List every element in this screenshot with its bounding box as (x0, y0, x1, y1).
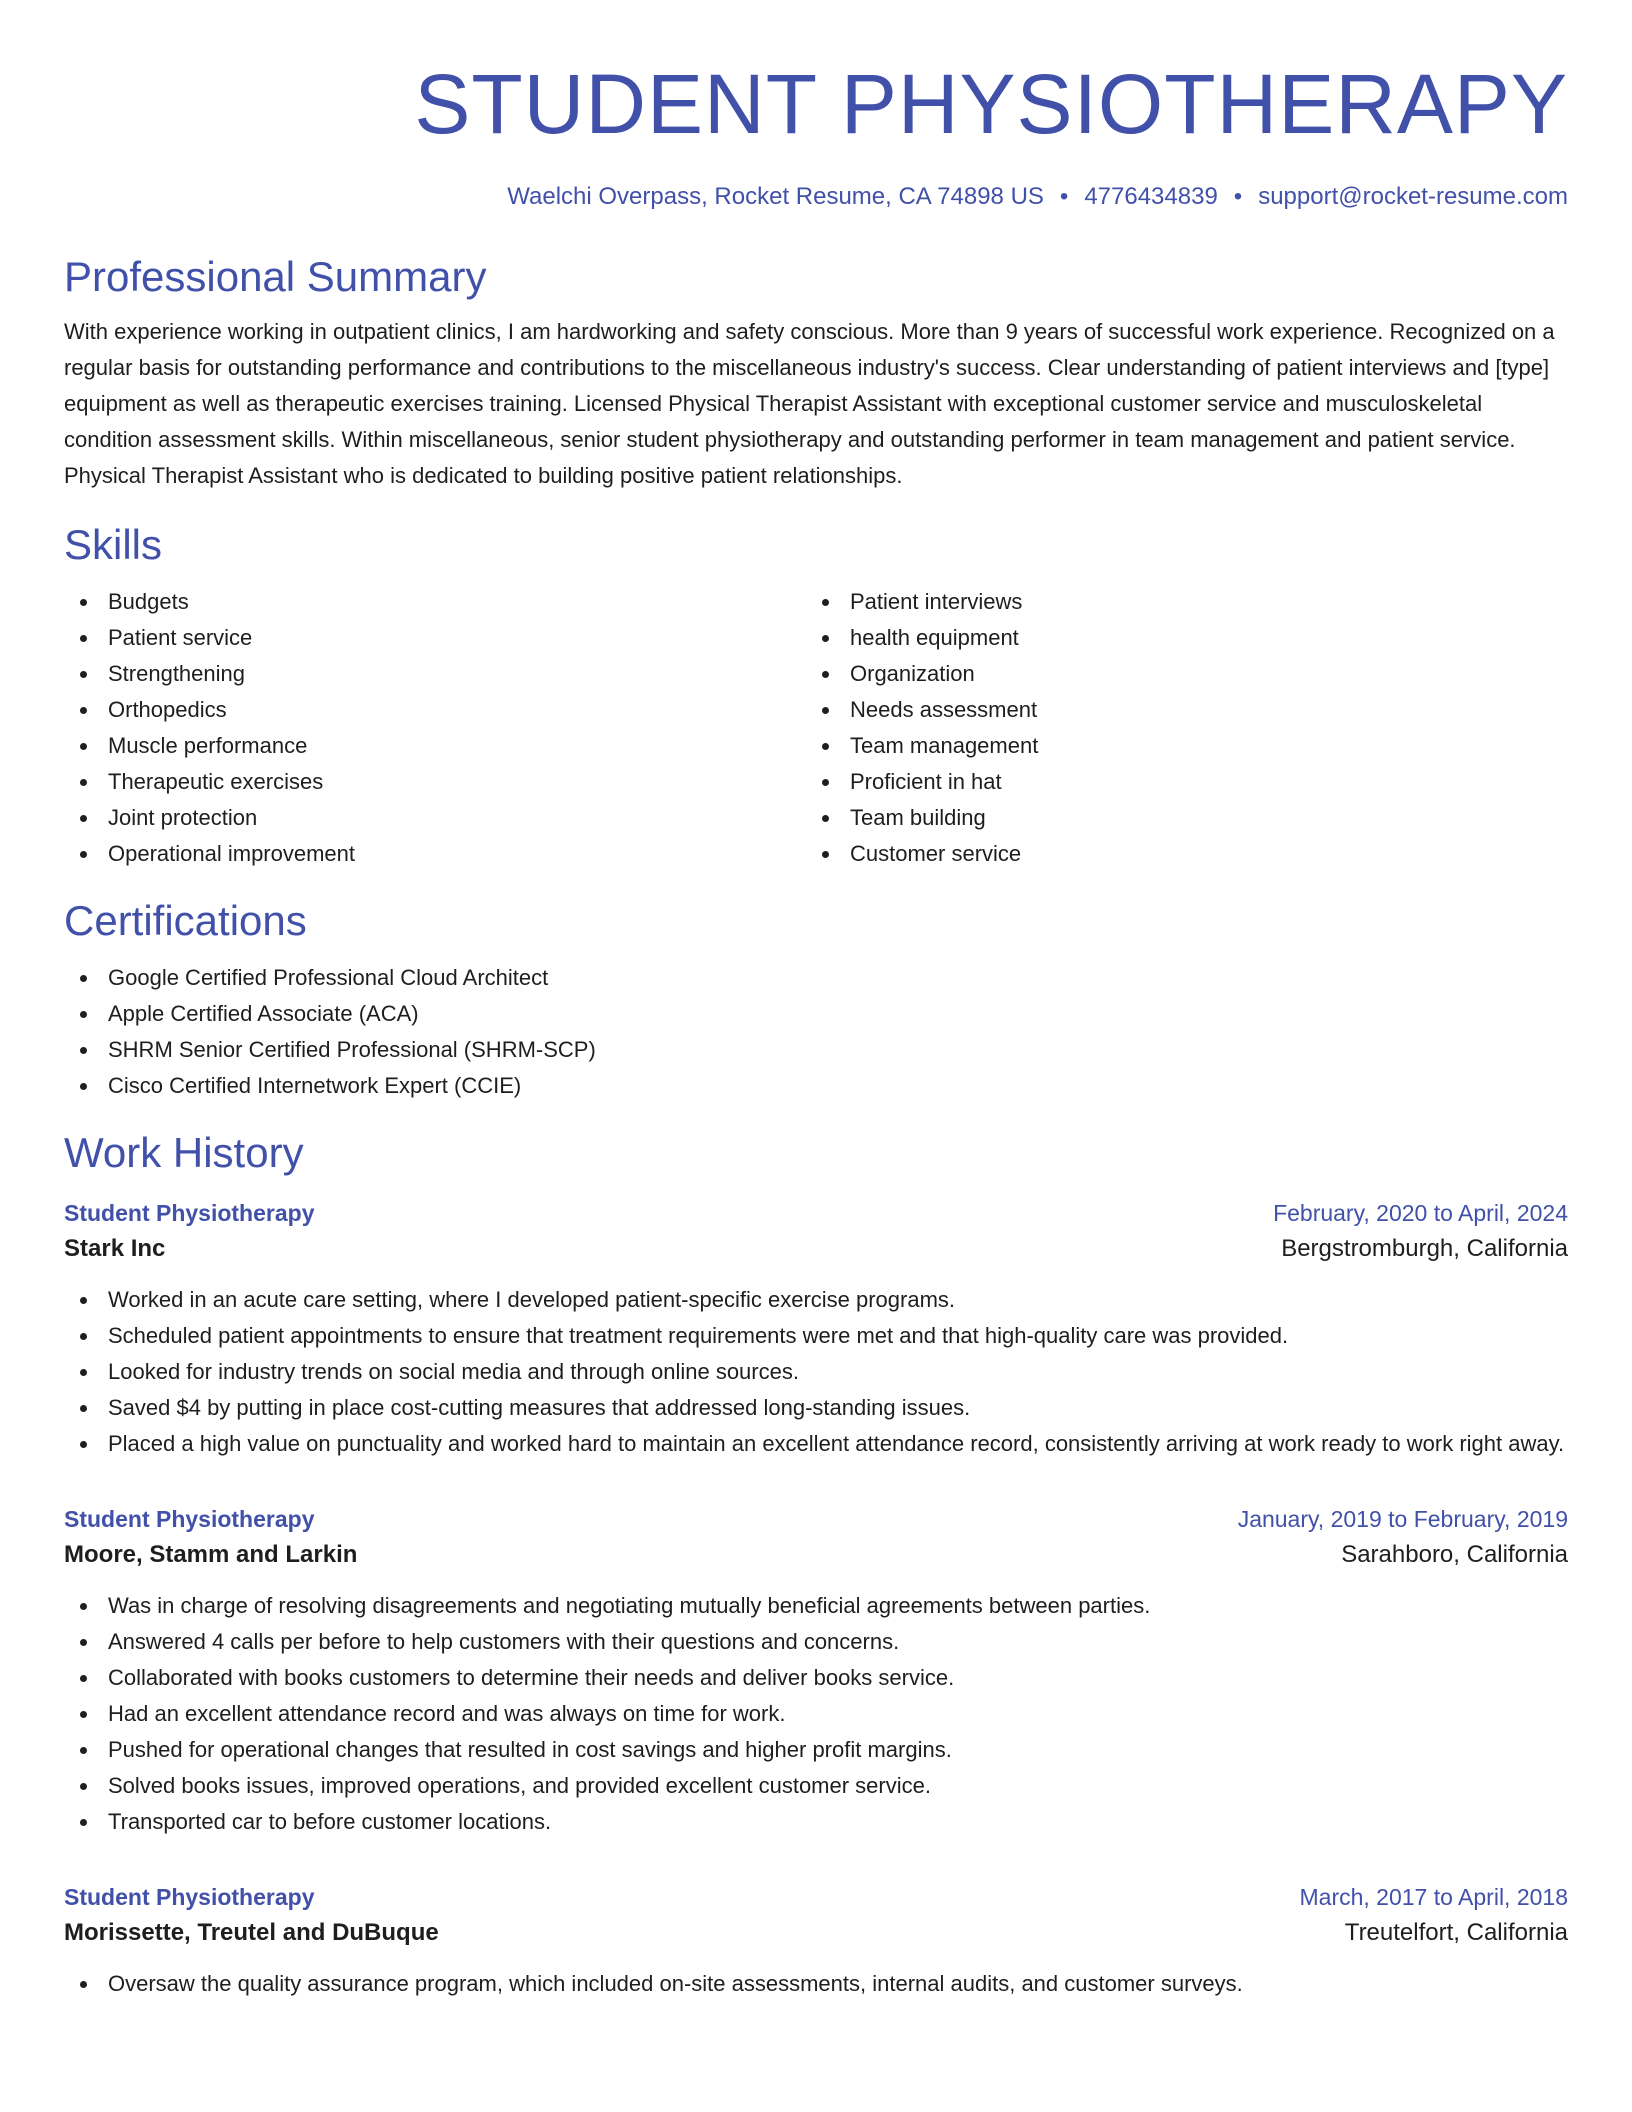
work-history-section (64, 1128, 1568, 2002)
skill-item: Organization (806, 656, 1548, 692)
contact-email: support@rocket-resume.com (1258, 183, 1568, 210)
contact-line (64, 182, 1568, 212)
skills-grid (64, 584, 1568, 872)
skill-item: Proficient in hat (806, 764, 1548, 800)
job-title: Student Physiotherapy (64, 1884, 315, 1910)
job-duties-list (64, 1588, 1568, 1840)
job-title: Student Physiotherapy (64, 1200, 315, 1226)
skill-item: Orthopedics (64, 692, 806, 728)
job-entry (64, 1196, 1568, 1462)
job-location: Treutelfort, California (1344, 1919, 1568, 1946)
job-location: Sarahboro, California (1341, 1541, 1568, 1568)
resume-header (64, 0, 1568, 212)
job-duty: Saved $4 by putting in place cost-cutting measures that addressed long-standing issues. (64, 1390, 1568, 1426)
skill-item: Team management (806, 728, 1548, 764)
contact-separator: • (1233, 183, 1243, 210)
job-dates: February, 2020 to April, 2024 (1273, 1200, 1568, 1226)
job-duty: Solved books issues, improved operations, and provided excellent customer service. (64, 1768, 1568, 1804)
job-company: Stark Inc (64, 1235, 166, 1262)
job-company-row (64, 1230, 1568, 1268)
skills-list-left (64, 584, 806, 872)
skill-item: Customer service (806, 836, 1548, 872)
summary-section (64, 252, 1568, 494)
certifications-heading: Certifications (64, 897, 307, 944)
certification-item: Google Certified Professional Cloud Architect (64, 960, 1568, 996)
job-duty: Placed a high value on punctuality and worked hard to maintain an excellent attendance record, consistently arriving at work ready to work right away. (64, 1426, 1568, 1462)
job-duty: Worked in an acute care setting, where I developed patient-specific exercise programs. (64, 1282, 1568, 1318)
skill-item: Strengthening (64, 656, 806, 692)
job-title-row (64, 1502, 1568, 1536)
job-duty: Collaborated with books customers to determine their needs and deliver books service. (64, 1660, 1568, 1696)
job-duty: Scheduled patient appointments to ensure that treatment requirements were met and that high-quality care was provided. (64, 1318, 1568, 1354)
job-company-row (64, 1536, 1568, 1574)
job-duties-list (64, 1282, 1568, 1462)
job-title-row (64, 1880, 1568, 1914)
job-entry (64, 1502, 1568, 1840)
contact-address: Waelchi Overpass, Rocket Resume, CA 74898 US (507, 183, 1044, 210)
job-duty: Had an excellent attendance record and was always on time for work. (64, 1696, 1568, 1732)
skill-item: Budgets (64, 584, 806, 620)
work-history-heading: Work History (64, 1129, 304, 1176)
job-company: Morissette, Treutel and DuBuque (64, 1919, 439, 1946)
skill-item: Therapeutic exercises (64, 764, 806, 800)
summary-heading: Professional Summary (64, 253, 487, 300)
certification-item: Apple Certified Associate (ACA) (64, 996, 1568, 1032)
summary-text: With experience working in outpatient clinics, I am hardworking and safety conscious. More than 9 years of successful work experience. Recognized on a regular basis for outstanding performance and contributions to the miscellaneous industry's success. Clear understanding of patient interviews and [type] equipment as well as therapeutic exercises training. Licensed Physical Therapist Assistant with exceptional customer service and musculoskeletal condition assessment skills. Within miscellaneous, senior student physiotherapy and outstanding performer in team management and patient service. Physical Therapist Assistant who is dedicated to building positive patient relationships. (64, 319, 1555, 488)
skill-item: Needs assessment (806, 692, 1548, 728)
contact-separator: • (1059, 183, 1069, 210)
job-entry (64, 1880, 1568, 2002)
job-duty: Was in charge of resolving disagreements and negotiating mutually beneficial agreements between parties. (64, 1588, 1568, 1624)
skill-item: Muscle performance (64, 728, 806, 764)
certifications-list (64, 960, 1568, 1104)
job-duty: Oversaw the quality assurance program, which included on-site assessments, internal audits, and customer surveys. (64, 1966, 1568, 2002)
job-dates: January, 2019 to February, 2019 (1237, 1506, 1568, 1532)
candidate-name: STUDENT PHYSIOTHERAPY (414, 57, 1568, 151)
skill-item: Joint protection (64, 800, 806, 836)
skill-item: health equipment (806, 620, 1548, 656)
job-title-row (64, 1196, 1568, 1230)
job-duties-list (64, 1966, 1568, 2002)
skills-list-right (806, 584, 1548, 872)
skill-item: Team building (806, 800, 1548, 836)
job-duty: Pushed for operational changes that resulted in cost savings and higher profit margins. (64, 1732, 1568, 1768)
certification-item: Cisco Certified Internetwork Expert (CCIE) (64, 1068, 1568, 1104)
job-company-row (64, 1914, 1568, 1952)
skills-section (64, 520, 1568, 872)
job-duty: Answered 4 calls per before to help customers with their questions and concerns. (64, 1624, 1568, 1660)
job-title: Student Physiotherapy (64, 1506, 315, 1532)
job-dates: March, 2017 to April, 2018 (1299, 1884, 1568, 1910)
skills-heading: Skills (64, 521, 163, 568)
job-location: Bergstromburgh, California (1281, 1235, 1568, 1262)
certifications-section (64, 896, 1568, 1104)
skill-item: Patient service (64, 620, 806, 656)
skill-item: Operational improvement (64, 836, 806, 872)
skill-item: Patient interviews (806, 584, 1548, 620)
job-company: Moore, Stamm and Larkin (64, 1541, 358, 1568)
certification-item: SHRM Senior Certified Professional (SHRM-SCP) (64, 1032, 1568, 1068)
job-duty: Looked for industry trends on social media and through online sources. (64, 1354, 1568, 1390)
job-duty: Transported car to before customer locations. (64, 1804, 1568, 1840)
contact-phone: 4776434839 (1084, 183, 1218, 210)
resume-page (64, 0, 1568, 2112)
